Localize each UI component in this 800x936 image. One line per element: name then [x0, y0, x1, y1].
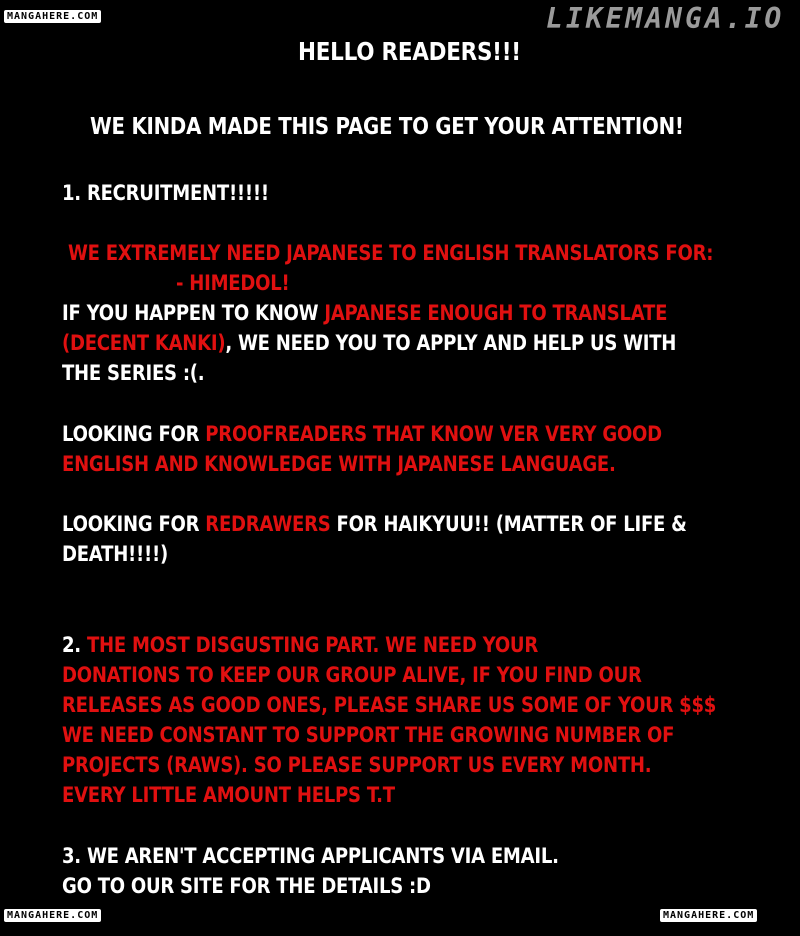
- proofreaders-text-a: LOOKING FOR: [62, 422, 206, 446]
- donations-text-1: THE MOST DISGUSTING PART. WE NEED YOUR: [86, 633, 538, 657]
- redrawers-text-c: FOR HAIKYUU!! (MATTER OF LIFE &: [330, 512, 687, 536]
- page-heading: HELLO READERS!!!: [298, 37, 521, 66]
- translators-needed-line: WE EXTREMELY NEED JAPANESE TO ENGLISH TRANSLATORS FOR:: [68, 241, 714, 265]
- redrawers-line1: [62, 509, 687, 539]
- translate-text-c: (DECENT KANKI): [62, 331, 226, 355]
- translate-paragraph-line1: [62, 298, 667, 328]
- translate-paragraph-line3: THE SERIES :(.: [62, 361, 205, 385]
- section2-number: 2.: [62, 633, 87, 657]
- site-watermark: LIKEMANGA.IO: [546, 2, 785, 35]
- translate-text-a: IF YOU HAPPEN TO KNOW: [62, 301, 325, 325]
- watermark-bottom-left: MANGAHERE.COM: [4, 909, 101, 922]
- proofreaders-text-b: PROOFREADERS THAT KNOW VER VERY GOOD: [205, 422, 662, 446]
- series-himedol: - HIMEDOL!: [176, 271, 290, 295]
- donations-line5: PROJECTS (RAWS). SO PLEASE SUPPORT US EVERY MONTH.: [62, 753, 652, 777]
- section1-title: 1. RECRUITMENT!!!!!: [62, 181, 269, 205]
- redrawers-line2: DEATH!!!!): [62, 542, 168, 566]
- watermark-bottom-right: MANGAHERE.COM: [660, 909, 757, 922]
- email-notice-line1: 3. WE AREN'T ACCEPTING APPLICANTS VIA EMAIL.: [62, 844, 559, 868]
- proofreaders-line2: ENGLISH AND KNOWLEDGE WITH JAPANESE LANGUAGE.: [62, 452, 616, 476]
- translate-text-b: JAPANESE ENOUGH TO TRANSLATE: [324, 301, 668, 325]
- email-notice-line2: GO TO OUR SITE FOR THE DETAILS :D: [62, 874, 431, 898]
- proofreaders-line1: [62, 419, 662, 449]
- donations-line3: RELEASES AS GOOD ONES, PLEASE SHARE US SOME OF YOUR $$$: [62, 693, 717, 717]
- watermark-top-left: MANGAHERE.COM: [4, 10, 101, 23]
- redrawers-text-b: REDRAWERS: [205, 512, 331, 536]
- translate-text-d: , WE NEED YOU TO APPLY AND HELP US WITH: [225, 331, 677, 355]
- redrawers-text-a: LOOKING FOR: [62, 512, 206, 536]
- translate-paragraph-line2: [62, 328, 676, 358]
- donations-line6: EVERY LITTLE AMOUNT HELPS T.T: [62, 783, 395, 807]
- page-subheading: WE KINDA MADE THIS PAGE TO GET YOUR ATTENTION!: [90, 114, 684, 140]
- donations-line2: DONATIONS TO KEEP OUR GROUP ALIVE, IF YOU FIND OUR: [62, 663, 642, 687]
- donations-line1: [62, 630, 538, 660]
- donations-line4: WE NEED CONSTANT TO SUPPORT THE GROWING NUMBER OF: [62, 723, 675, 747]
